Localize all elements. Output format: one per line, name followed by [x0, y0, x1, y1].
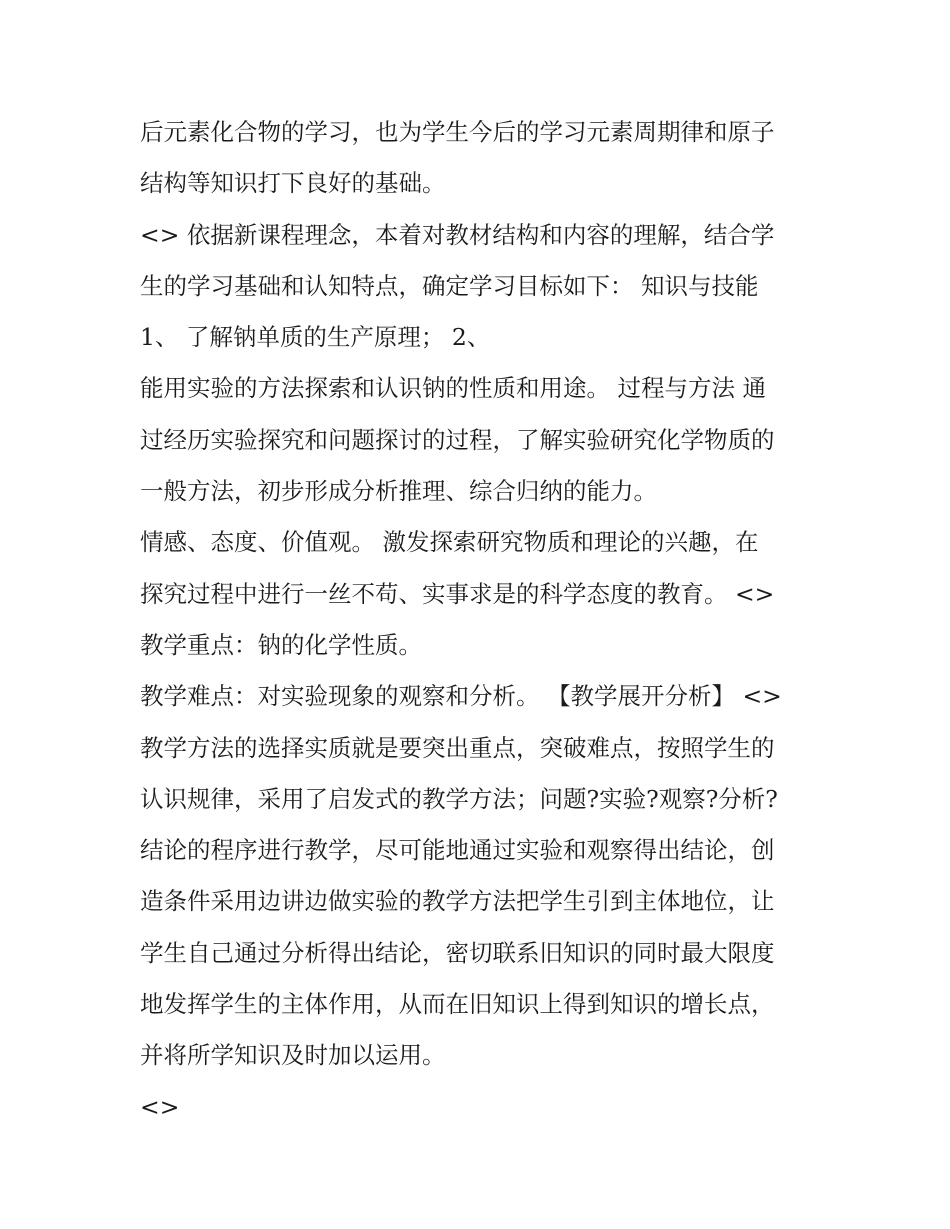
text-line: 认识规律，采用了启发式的教学方法；问题?实验?观察?分析? [140, 784, 778, 813]
text-line: 教学难点：对实验现象的观察和分析。 【教学展开分析】 <> [140, 682, 782, 711]
text-line: 生的学习基础和认知特点，确定学习目标如下： 知识与技能 [140, 271, 759, 300]
text-line: 造条件采用边讲边做实验的教学方法把学生引到主体地位，让 [140, 887, 775, 916]
text-line: 过经历实验探究和问题探讨的过程，了解实验研究化学物质的 [140, 425, 775, 454]
text-line: 教学重点：钠的化学性质。 [140, 630, 422, 659]
text-line: 情感、态度、价值观。 激发探索研究物质和理论的兴趣，在 [140, 528, 759, 557]
text-line: <> 依据新课程理念，本着对教材结构和内容的理解，结合学 [140, 220, 775, 249]
text-line: 能用实验的方法探索和认识钠的性质和用途。 过程与方法 通 [140, 374, 766, 403]
text-line: 结论的程序进行教学，尽可能地通过实验和观察得出结论，创 [140, 836, 775, 865]
text-line: 结构等知识打下良好的基础。 [140, 169, 446, 198]
text-line: <> [140, 1092, 180, 1121]
body-text [140, 107, 820, 1133]
text-line: 地发挥学生的主体作用，从而在旧知识上得到知识的增长点， [140, 990, 775, 1019]
text-line: 并将所学知识及时加以运用。 [140, 1041, 446, 1070]
text-line: 后元素化合物的学习，也为学生今后的学习元素周期律和原子 [140, 118, 775, 146]
text-line: 教学方法的选择实质就是要突出重点，突破难点，按照学生的 [140, 733, 775, 762]
text-line: 一般方法，初步形成分析推理、综合归纳的能力。 [140, 477, 657, 506]
text-line: 1、 了解钠单质的生产原理； 2、 [140, 323, 491, 352]
text-line: 学生自己通过分析得出结论，密切联系旧知识的同时最大限度 [140, 938, 775, 967]
text-line: 探究过程中进行一丝不苟、实事求是的科学态度的教育。 <> [140, 579, 775, 608]
